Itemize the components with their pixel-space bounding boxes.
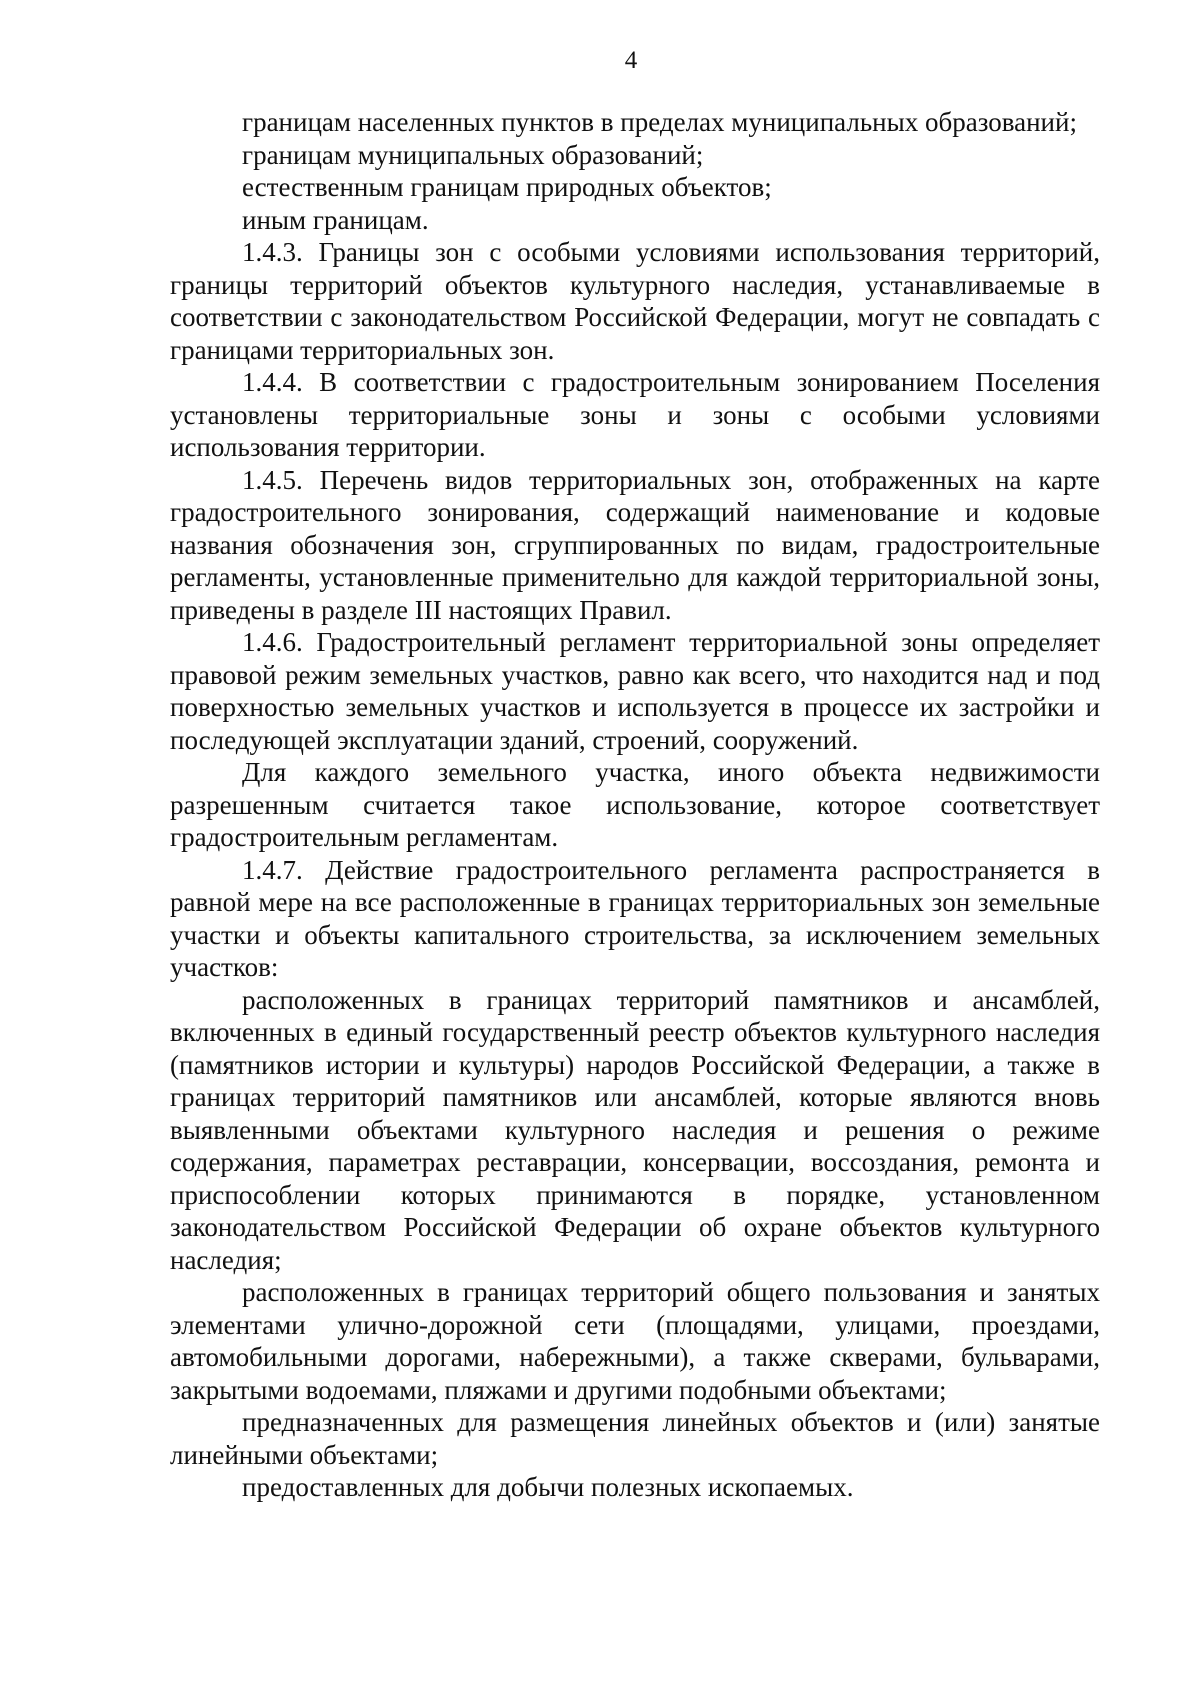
paragraph-1-4-4: 1.4.4. В соответствии с градостроительным зонированием Поселения установлены территориальные зоны и зоны с особыми условиями использования территории.: [170, 367, 1100, 462]
paragraph-exception-heritage: расположенных в границах территорий памятников и ансамблей, включенных в единый государственный реестр объектов культурного наследия (памятников истории и культуры) народов Российской Федерации, а также в границах территорий памятников или ансамблей, которые являются вновь выявленными объектами культурного наследия и решения о режиме содержания, параметрах реставрации, консервации, воссоздания, ремонта и приспособлении которых принимаются в порядке, установленном законодательством Российской Федерации об охране объектов культурного наследия;: [170, 984, 1100, 1275]
paragraph-borders-settlements: границам населенных пунктов в пределах муниципальных образований;: [242, 107, 1077, 137]
document-body: [170, 106, 1100, 1504]
paragraph-borders-municipal: границам муниципальных образований;: [242, 139, 704, 170]
paragraph-1-4-7: 1.4.7. Действие градостроительного регламента распространяется в равной мере на все расположенные в границах территориальных зон земельные участки и объекты капитального строительства, за исключением земельных участков:: [170, 854, 1100, 982]
paragraph-1-4-3: 1.4.3. Границы зон с особыми условиями использования территорий, границы территорий объектов культурного наследия, устанавливаемые в соответствии с законодательством Российской Федерации, могут не совпадать с границами территориальных зон.: [170, 237, 1100, 365]
paragraph-1-4-6: 1.4.6. Градостроительный регламент территориальной зоны определяет правовой режим земельных участков, равно как всего, что находится над и под поверхностью земельных участков и используется в процессе их застройки и последующей эксплуатации зданий, строений, сооружений.: [170, 627, 1100, 755]
paragraph-permitted-use: Для каждого земельного участка, иного объекта недвижимости разрешенным считается такое использование, которое соответствует градостроительным регламентам.: [170, 757, 1100, 852]
paragraph-borders-other: иным границам.: [242, 204, 429, 235]
paragraph-exception-linear-objects: предназначенных для размещения линейных объектов и (или) занятые линейными объектами;: [170, 1407, 1100, 1470]
page-number: 4: [624, 47, 638, 74]
paragraph-exception-public-territory: расположенных в границах территорий общего пользования и занятых элементами улично-дорожной сети (площадями, улицами, проездами, автомобильными дорогами, набережными), а также скверами, бульварами, закрытыми водоемами, пляжами и другими подобными объектами;: [170, 1277, 1100, 1405]
paragraph-exception-mining: предоставленных для добычи полезных ископаемых.: [242, 1472, 854, 1502]
paragraph-borders-natural: естественным границам природных объектов;: [242, 172, 772, 202]
paragraph-1-4-5: 1.4.5. Перечень видов территориальных зон, отображенных на карте градостроительного зонирования, содержащий наименование и кодовые названия обозначения зон, сгруппированных по видам, градостроительные регламенты, установленные применительно для каждой территориальной зоны, приведены в разделе III настоящих Правил.: [170, 464, 1100, 625]
